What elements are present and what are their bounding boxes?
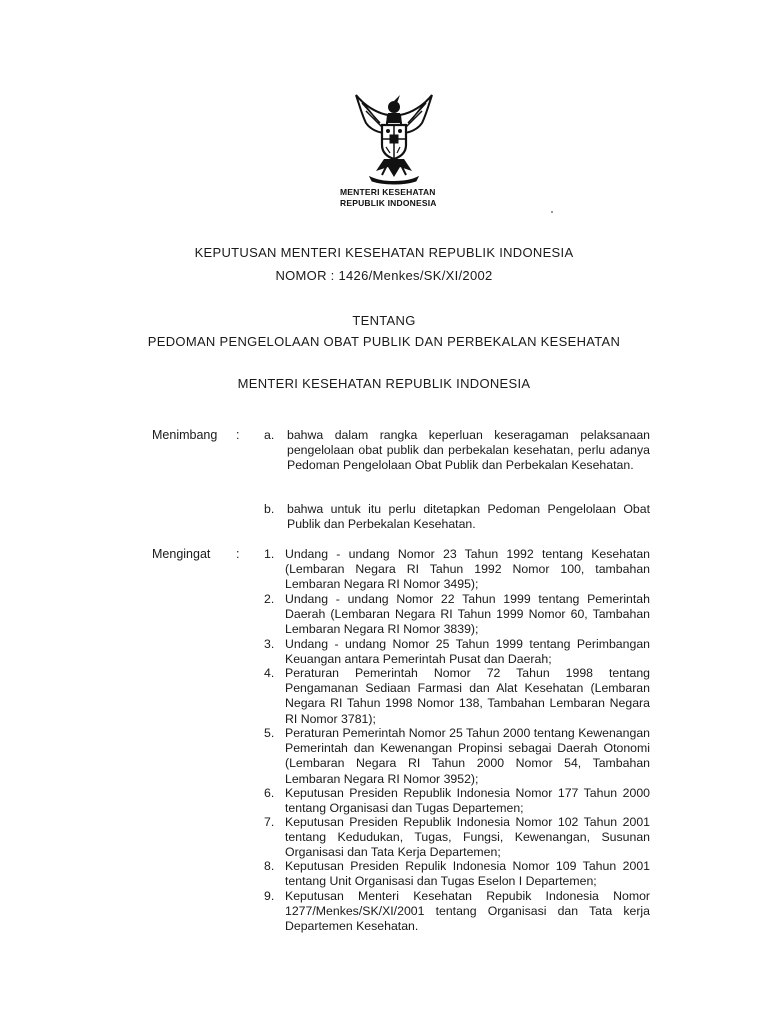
ministry-line-1: MENTERI KESEHATAN — [340, 187, 436, 197]
item-text: Keputusan Presiden Republik Indonesia Nomor 102 Tahun 2001 tentang Kedudukan, Tugas, Fungsi, Kewenangan, Susunan Organisasi dan Tata Kerja Departemen; — [285, 815, 650, 860]
mengingat-label: Mengingat — [152, 547, 211, 561]
item-marker: 4. — [264, 666, 275, 680]
item-text: Undang - undang Nomor 25 Tahun 1999 tentang Perimbangan Keuangan antara Pemerintah Pusat dan Daerah; — [285, 637, 650, 667]
item-text: Peraturan Pemerintah Nomor 25 Tahun 2000 tentang Kewenangan Pemerintah dan Kewenangan Propinsi sebagai Daerah Otonomi (Lembaran Negara RI Tahun 2000 Nomor 54, Tambahan Lembaran Negara RI Nomor 3952); — [285, 726, 650, 786]
item-text: Keputusan Menteri Kesehatan Repubik Indonesia Nomor 1277/Menkes/SK/XI/2001 tentang Organisasi dan Tata kerja Departemen Kesehatan. — [285, 889, 650, 934]
authority-line: MENTERI KESEHATAN REPUBLIK INDONESIA — [237, 376, 531, 391]
item-text: Peraturan Pemerintah Nomor 72 Tahun 1998 tentang Pengamanan Sediaan Farmasi dan Alat Kesehatan (Lembaran Negara RI Tahun 1998 Nomor 138, Tambahan Lembaran Negara RI Nomor 3781); — [285, 666, 650, 726]
mengingat-item-7 — [264, 815, 650, 861]
ministry-line-2: REPUBLIK INDONESIA — [340, 198, 437, 208]
item-text: bahwa untuk itu perlu ditetapkan Pedoman Pengelolaan Obat Publik dan Perbekalan Kesehatan. — [287, 502, 650, 532]
item-marker: 3. — [264, 637, 275, 651]
item-text: Undang - undang Nomor 23 Tahun 1992 tentang Kesehatan (Lembaran Negara RI Tahun 1992 Nomor 100, tambahan Lembaran Negara RI Nomor 3495); — [285, 547, 650, 592]
menimbang-colon: : — [236, 428, 240, 442]
item-marker: 6. — [264, 786, 275, 800]
mengingat-item-3 — [264, 637, 650, 667]
mengingat-item-9 — [264, 889, 650, 935]
scan-speck — [551, 211, 553, 213]
mengingat-item-1 — [264, 547, 650, 593]
mengingat-item-8 — [264, 859, 650, 889]
item-marker: 2. — [264, 592, 275, 606]
mengingat-colon: : — [236, 547, 240, 561]
item-text: Keputusan Presiden Repulik Indonesia Nomor 109 Tahun 2001 tentang Unit Organisasi dan Tugas Eselon I Departemen; — [285, 859, 650, 889]
mengingat-item-4 — [264, 666, 650, 727]
about-label: TENTANG — [352, 313, 416, 328]
item-marker: 1. — [264, 547, 275, 561]
decree-number: NOMOR : 1426/Menkes/SK/XI/2002 — [275, 268, 493, 283]
item-marker: 5. — [264, 726, 275, 740]
mengingat-item-5 — [264, 726, 650, 787]
item-marker: b. — [264, 502, 275, 516]
item-marker: a. — [264, 428, 275, 442]
mengingat-item-2 — [264, 592, 650, 638]
item-marker: 8. — [264, 859, 275, 873]
item-text: Undang - undang Nomor 22 Tahun 1999 tentang Pemerintah Daerah (Lembaran Negara RI Tahun 1999 Nomor 60, Tambahan Lembaran Negara RI Nomor 3839); — [285, 592, 650, 637]
ministry-letterhead — [340, 187, 460, 209]
garuda-pancasila-emblem-icon — [352, 93, 436, 185]
item-marker: 7. — [264, 815, 275, 829]
menimbang-label: Menimbang — [152, 428, 218, 442]
menimbang-item-a — [264, 428, 650, 474]
item-marker: 9. — [264, 889, 275, 903]
decree-title: KEPUTUSAN MENTERI KESEHATAN REPUBLIK INDONESIA — [194, 245, 574, 260]
item-text: Keputusan Presiden Republik Indonesia Nomor 177 Tahun 2000 tentang Organisasi dan Tugas Departemen; — [285, 786, 650, 816]
item-text: bahwa dalam rangka keperluan keseragaman pelaksanaan pengelolaan obat publik dan perbekalan kesehatan, perlu adanya Pedoman Pengelolaan Obat Publik dan Perbekalan Kesehatan. — [287, 428, 650, 473]
mengingat-item-6 — [264, 786, 650, 816]
menimbang-item-b — [264, 502, 650, 532]
decree-subject: PEDOMAN PENGELOLAAN OBAT PUBLIK DAN PERBEKALAN KESEHATAN — [147, 334, 621, 349]
